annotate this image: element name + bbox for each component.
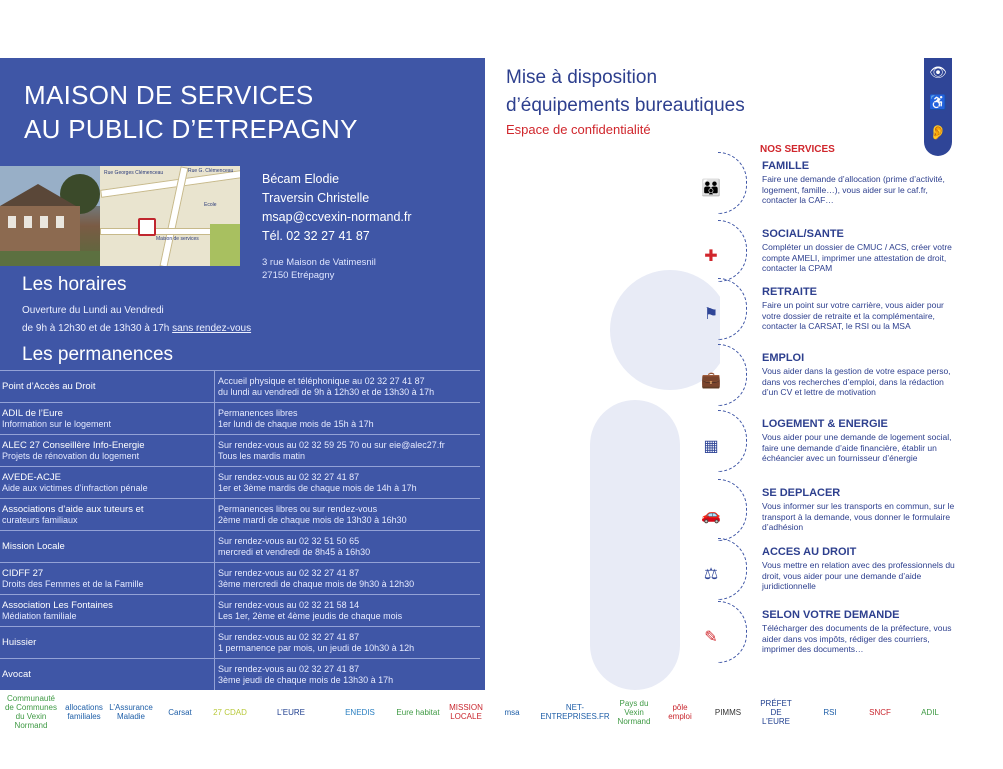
accessibility-badge xyxy=(924,58,952,156)
permanence-org-name: Point d’Accès au Droit xyxy=(2,381,96,392)
service-description: Télécharger des documents de la préfecture, vous aider dans vos impôts, rédiger des courriers, imprimer des documents… xyxy=(762,623,952,654)
dashed-divider xyxy=(718,410,747,472)
partner-logo-text: MISSION LOCALE xyxy=(449,703,483,721)
permanence-org-name: CIDFF 27 xyxy=(2,567,44,579)
permanences-heading: Les permanences xyxy=(22,344,174,365)
dashed-divider xyxy=(718,220,747,282)
permanence-org-desc: Droits des Femmes et de la Famille xyxy=(2,578,144,589)
permanence-row xyxy=(0,467,480,499)
retirement-icon: ⚑ xyxy=(703,306,719,323)
service-title: LOGEMENT & ENERGIE xyxy=(762,418,888,430)
service-item xyxy=(762,286,962,332)
service-item xyxy=(762,487,962,533)
service-description: Faire une demande d’allocation (prime d’activité, logement, famille…), vous aider sur le caf.fr, contacter la CAF… xyxy=(762,174,945,205)
permanence-org-name: Mission Locale xyxy=(2,541,65,552)
map-marker-icon xyxy=(138,218,156,236)
partner-logo xyxy=(260,694,322,730)
permanence-info-line: 1 permanence par mois, un jeudi de 10h30 à 12h xyxy=(218,642,415,653)
permanence-row xyxy=(0,659,480,691)
main-title-line2: AU PUBLIC D’ETREPAGNY xyxy=(24,114,358,144)
permanence-org-name: Associations d’aide aux tuteurs et xyxy=(2,503,144,515)
partner-logo-text: NET-ENTREPRISES.FR xyxy=(540,703,610,721)
permanence-org xyxy=(0,563,215,595)
permanence-row xyxy=(0,595,480,627)
permanence-info-line: mercredi et vendredi de 8h45 à 16h30 xyxy=(218,546,371,557)
car-icon: 🚗 xyxy=(701,507,721,524)
permanence-org xyxy=(0,627,215,659)
partner-logo xyxy=(910,694,950,730)
permanence-row xyxy=(0,531,480,563)
permanence-info xyxy=(215,435,481,467)
map-label: Ecole xyxy=(204,202,217,208)
dashed-divider xyxy=(718,538,747,600)
partner-logo-text: 27 CDAD xyxy=(213,707,247,717)
building-icon: ▦ xyxy=(703,438,719,455)
partner-logo xyxy=(330,694,390,730)
service-item xyxy=(762,352,962,398)
partner-logo-text: ADIL xyxy=(921,707,939,717)
permanence-info-line: Sur rendez-vous au 02 32 51 50 65 xyxy=(218,535,360,546)
dashed-divider xyxy=(718,601,747,663)
permanence-org-name: ALEC 27 Conseillère Info-Energie xyxy=(2,439,145,451)
partner-logo xyxy=(210,694,250,730)
map-label: Rue Georges Clémenceau xyxy=(104,170,164,176)
service-description: Vous informer sur les transports en commun, sur le transport à la demande, vous donner le formulaire d’adhésion xyxy=(762,501,955,532)
briefcase-icon: 💼 xyxy=(701,372,721,389)
permanence-info-line: 3ème mercredi de chaque mois de 9h30 à 12h30 xyxy=(218,578,415,589)
permanence-org-name: Association Les Fontaines xyxy=(2,599,113,611)
permanence-info-line: Sur rendez-vous au 02 32 21 58 14 xyxy=(218,599,360,610)
health-icon: ✚ xyxy=(704,248,718,265)
partner-logo-text: L’EURE xyxy=(276,707,305,717)
dashed-divider xyxy=(718,278,747,340)
dashed-divider xyxy=(718,479,747,541)
contact-block xyxy=(262,170,412,246)
partner-logo-text: PRÉFET DE L’EURE xyxy=(760,698,792,726)
service-description: Vous aider dans la gestion de votre espace perso, dans vos recherches d’emploi, dans la rédaction d’un CV et lettre de motivation xyxy=(762,366,951,397)
wheelchair-icon: ♿ xyxy=(929,94,947,110)
partner-logo-text: RSI xyxy=(823,707,837,717)
permanence-info-line: 2ème mardi de chaque mois de 13h30 à 16h30 xyxy=(218,514,407,525)
permanence-info xyxy=(215,467,481,499)
service-title: EMPLOI xyxy=(762,352,805,364)
permanence-row xyxy=(0,403,480,435)
permanence-info xyxy=(215,371,481,403)
partner-logo xyxy=(808,694,852,730)
permanence-org xyxy=(0,659,215,691)
permanence-info xyxy=(215,659,481,691)
permanence-org-desc: Médiation familiale xyxy=(2,610,77,621)
permanence-info xyxy=(215,627,481,659)
right-title-line2: d’équipements bureautiques xyxy=(506,95,745,116)
service-item xyxy=(762,418,962,464)
partner-logo xyxy=(396,694,440,730)
family-icon: 👪 xyxy=(701,180,721,197)
partner-logo xyxy=(110,694,152,730)
address-block xyxy=(262,256,376,282)
partner-logo-text: Carsat xyxy=(168,707,192,717)
permanence-info-line: 3ème jeudi de chaque mois de 13h30 à 17h xyxy=(218,674,394,685)
permanence-info-line: Tous les mardis matin xyxy=(218,450,306,461)
nos-services-heading: NOS SERVICES xyxy=(760,144,835,155)
partner-logo-text: Pays du Vexin Normand xyxy=(617,698,651,726)
partner-logo-text: msa xyxy=(504,707,520,717)
permanence-info xyxy=(215,499,481,531)
partner-logo-text: Eure habitat xyxy=(396,707,440,717)
service-description: Faire un point sur votre carrière, vous aider pour votre dossier de retraite et la complémentaire, contacter la CARSAT, le RSI ou la MSA xyxy=(762,300,944,331)
hearing-icon: 👂 xyxy=(929,124,947,140)
service-title: SE DEPLACER xyxy=(762,487,841,499)
permanence-org-name: Huissier xyxy=(2,637,37,648)
partner-logo xyxy=(64,694,104,730)
partner-logo xyxy=(542,694,608,730)
map-label: Maison de services xyxy=(156,236,199,242)
right-title xyxy=(506,64,745,120)
service-title: ACCES AU DROIT xyxy=(762,546,857,558)
permanence-info-line: Sur rendez-vous au 02 32 27 41 87 xyxy=(218,631,360,642)
permanence-row xyxy=(0,435,480,467)
address-line: 27150 Etrépagny xyxy=(262,270,335,281)
building-photo-drawing xyxy=(0,166,100,266)
service-title: RETRAITE xyxy=(762,286,817,298)
permanence-org-name: ADIL de l’Eure xyxy=(2,407,63,419)
permanence-info-line: Sur rendez-vous au 02 32 27 41 87 xyxy=(218,471,360,482)
contact-name: Traversin Christelle xyxy=(262,191,370,205)
partner-logo xyxy=(756,694,796,730)
info-watermark-icon xyxy=(520,250,720,690)
service-item xyxy=(762,546,962,592)
permanence-org xyxy=(0,467,215,499)
right-subtitle: Espace de confidentialité xyxy=(506,122,651,137)
service-description: Compléter un dossier de CMUC / ACS, créer votre compte AMELI, imprimer une attestation de droit, contacter la CPAM xyxy=(762,242,952,273)
horaires-line xyxy=(22,320,251,338)
horaires-no-appointment: sans rendez-vous xyxy=(172,323,252,334)
horaires-line: Ouverture du Lundi au Vendredi xyxy=(22,305,164,316)
partner-logo-text: PIMMS xyxy=(714,707,742,717)
permanence-info xyxy=(215,531,481,563)
service-title: SELON VOTRE DEMANDE xyxy=(762,609,900,621)
main-title xyxy=(24,78,358,146)
permanences-table xyxy=(0,370,480,690)
partner-logo-text: allocations familiales xyxy=(65,703,103,721)
scales-icon: ⚖ xyxy=(703,566,719,583)
contact-email[interactable]: msap@ccvexin-normand.fr xyxy=(262,210,412,224)
partner-logo xyxy=(858,694,902,730)
partner-logo-text: pôle emploi xyxy=(668,703,692,721)
partner-logo xyxy=(156,694,204,730)
permanence-org xyxy=(0,371,215,403)
permanence-info-line: Sur rendez-vous au 02 32 27 41 87 xyxy=(218,663,360,674)
permanence-org-name: Avocat xyxy=(2,669,31,680)
partner-logo xyxy=(2,694,60,730)
permanence-info-line: Les 1er, 2ème et 4ème jeudis de chaque mois xyxy=(218,610,403,621)
dashed-divider xyxy=(718,152,747,214)
left-panel xyxy=(0,58,485,690)
permanence-info-line: Sur rendez-vous au 02 32 27 41 87 xyxy=(218,567,360,578)
building-photo xyxy=(0,166,100,266)
service-item xyxy=(762,609,962,655)
partner-logo-text: L’Assurance Maladie xyxy=(109,703,153,721)
permanence-org-name: AVEDE-ACJE xyxy=(2,471,61,483)
partner-logo-text: Communauté de Communes du Vexin Normand xyxy=(4,694,58,730)
permanence-row xyxy=(0,371,480,403)
service-item xyxy=(762,228,962,274)
permanence-info-line: du lundi au vendredi de 9h à 12h30 et de 13h30 à 17h xyxy=(218,386,435,397)
partner-logo xyxy=(492,694,532,730)
permanence-org-desc: Projets de rénovation du logement xyxy=(2,450,140,461)
permanence-row xyxy=(0,627,480,659)
location-map xyxy=(100,166,240,266)
partner-logos xyxy=(0,690,1003,738)
permanence-info xyxy=(215,595,481,627)
map-label: Rue G. Clémenceau xyxy=(188,168,234,174)
partner-logo-text: SNCF xyxy=(869,707,891,717)
map-green-area xyxy=(210,224,240,266)
permanence-row xyxy=(0,499,480,531)
contact-name: Bécam Elodie xyxy=(262,172,340,186)
permanence-org-desc: Information sur le logement xyxy=(2,418,112,429)
partner-logo xyxy=(662,694,698,730)
partner-logo xyxy=(448,694,484,730)
address-line: 3 rue Maison de Vatimesnil xyxy=(262,257,376,268)
document-icon: ✎ xyxy=(704,629,718,646)
permanence-org xyxy=(0,403,215,435)
permanence-info-line: 1er et 3ème mardis de chaque mois de 14h à 17h xyxy=(218,482,417,493)
permanence-info-line: Permanences libres xyxy=(218,407,298,418)
permanence-org xyxy=(0,499,215,531)
permanence-org-desc: Aide aux victimes d’infraction pénale xyxy=(2,482,148,493)
partner-logo xyxy=(706,694,750,730)
service-description: Vous aider pour une demande de logement social, faire une demande d’aide financière, établir un échéancier avec un fournisseur d’énergie xyxy=(762,432,952,463)
eye-icon: 👁 xyxy=(929,64,947,80)
main-title-line1: MAISON DE SERVICES xyxy=(24,80,314,110)
permanence-info-line: Sur rendez-vous au 02 32 59 25 70 ou sur eie@alec27.fr xyxy=(218,439,445,450)
service-description: Vous mettre en relation avec des professionnels du droit, vous aider pour une demande d’aide juridictionnelle xyxy=(762,560,955,591)
dashed-divider xyxy=(718,344,747,406)
service-item xyxy=(762,160,962,206)
service-title: FAMILLE xyxy=(762,160,810,172)
permanence-org xyxy=(0,435,215,467)
permanence-org xyxy=(0,531,215,563)
permanence-info-line: Accueil physique et téléphonique au 02 32 27 41 87 xyxy=(218,375,425,386)
horaires-heading: Les horaires xyxy=(22,274,127,295)
partner-logo-text: ENEDIS xyxy=(345,707,375,717)
right-title-line1: Mise à disposition xyxy=(506,67,658,88)
permanence-info-line: Permanences libres ou sur rendez-vous xyxy=(218,503,378,514)
permanence-info-line: 1er lundi de chaque mois de 15h à 17h xyxy=(218,418,374,429)
horaires-hours: de 9h à 12h30 et de 13h30 à 17h xyxy=(22,323,170,334)
permanence-org-desc: curateurs familiaux xyxy=(2,514,78,525)
partner-logo xyxy=(614,694,654,730)
permanence-org xyxy=(0,595,215,627)
permanence-row xyxy=(0,563,480,595)
horaires-text xyxy=(22,302,251,338)
service-title: SOCIAL/SANTE xyxy=(762,228,844,240)
permanence-info xyxy=(215,563,481,595)
permanence-info xyxy=(215,403,481,435)
contact-phone: Tél. 02 32 27 41 87 xyxy=(262,229,370,243)
